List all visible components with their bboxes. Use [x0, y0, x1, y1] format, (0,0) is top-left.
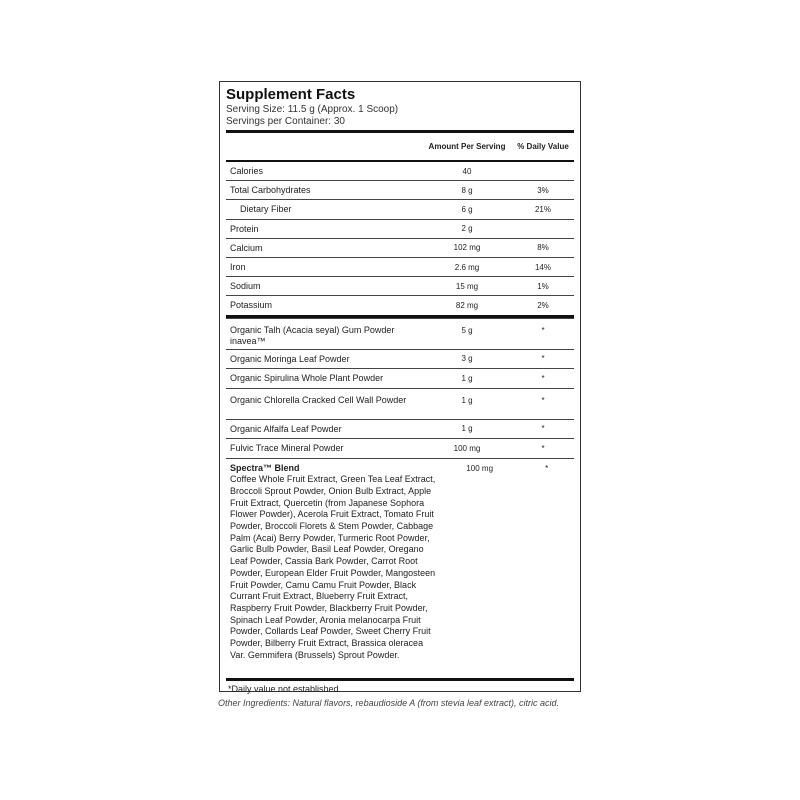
nutrient-row [226, 276, 574, 295]
blend-amount: 100 mg [466, 463, 494, 473]
row-name: Sodium [230, 281, 261, 292]
row-amount: 2 g [461, 224, 473, 234]
footnote: *Daily value not established. [228, 683, 342, 694]
row-daily-value: 1% [537, 281, 549, 291]
ingredient-row [226, 419, 574, 439]
row-daily-value: 2% [537, 300, 549, 310]
supplement-facts-panel [219, 81, 581, 692]
row-daily-value: 21% [534, 204, 551, 214]
row-name: Organic Spirulina Whole Plant Powder [230, 373, 384, 384]
row-name: Protein [230, 223, 259, 234]
row-name: Calories [230, 166, 264, 177]
row-name: Iron [230, 262, 246, 273]
row-name: Organic Chlorella Cracked Cell Wall Powder [230, 394, 407, 405]
row-name: Total Carbohydrates [230, 185, 311, 196]
row-daily-value: * [541, 443, 545, 453]
ingredient-row [226, 368, 574, 388]
blend-dv: * [545, 463, 549, 473]
ingredient-row [226, 349, 574, 369]
row-amount: 100 mg [453, 443, 481, 453]
row-name: Dietary Fiber [240, 204, 292, 215]
table-header [226, 133, 574, 160]
row-daily-value: 8% [537, 243, 549, 253]
row-amount: 1 g [461, 395, 473, 405]
nutrient-row [226, 257, 574, 276]
row-amount: 1 g [461, 373, 473, 383]
blend-row [226, 458, 574, 678]
row-amount: 2.6 mg [454, 262, 480, 272]
row-daily-value: * [541, 395, 545, 405]
row-amount: 40 [462, 166, 472, 176]
row-name: Organic Moringa Leaf Powder [230, 353, 350, 364]
row-amount: 3 g [461, 354, 473, 364]
blend-text [226, 459, 440, 662]
row-amount: 6 g [461, 204, 473, 214]
row-amount: 5 g [461, 325, 473, 335]
row-amount: 1 g [461, 424, 473, 434]
row-daily-value: 3% [537, 185, 549, 195]
ingredient-row [226, 318, 574, 349]
row-name: Potassium [230, 300, 273, 311]
nutrient-list [226, 162, 574, 315]
nutrient-row [226, 199, 574, 218]
row-amount: 82 mg [455, 300, 479, 310]
blend-title: Spectra™ Blend [230, 462, 300, 473]
nutrient-row [226, 219, 574, 238]
nutrient-row [226, 162, 574, 180]
row-name: Fulvic Trace Mineral Powder [230, 443, 344, 454]
row-name: Calcium [230, 242, 263, 253]
row-amount: 15 mg [455, 281, 479, 291]
row-amount: 8 g [461, 185, 473, 195]
serving-size: Serving Size: 11.5 g (Approx. 1 Scoop) [226, 104, 399, 115]
other-ingredients: Other Ingredients: Natural flavors, rebaudioside A (from stevia leaf extract), citric acid. [218, 698, 559, 708]
blend-contents: Coffee Whole Fruit Extract, Green Tea Leaf Extract, Broccoli Sprout Powder, Onion Bulb Extract, Apple Fruit Extract, Quercetin (from Japanese Sophora Flower Powder), Acerola Fruit Extract, Tomato Fruit Powder, Broccoli Florets & Stem Powder, Cabbage Palm (Acai) Berry Powder, Turmeric Root Powder, Garlic Bulb Powder, Basil Leaf Powder, Oregano Leaf Powder, Cassia Bark Powder, Carrot Root Powder, European Elder Fruit Powder, Mangosteen Fruit Powder, Camu Camu Fruit Powder, Black Currant Fruit Extract, Blueberry Fruit Extract, Raspberry Fruit Powder, Blackberry Fruit Powder, Spinach Leaf Powder, Aronia melanocarpa Fruit Powder, Collards Leaf Powder, Sweet Cherry Fruit Powder, Bilberry Fruit Extract, Brassica oleracea Var. Gemmifera (Brussels) Sprout Powder. [230, 474, 436, 660]
nutrient-row [226, 295, 574, 314]
row-daily-value: 14% [534, 262, 551, 272]
row-amount: 102 mg [453, 243, 481, 253]
nutrient-row [226, 180, 574, 199]
header-daily-value: % Daily Value [517, 141, 569, 151]
row-daily-value: * [541, 373, 545, 383]
ingredient-list [226, 318, 574, 458]
nutrient-row [226, 238, 574, 257]
row-daily-value: * [541, 424, 545, 434]
header-amount: Amount Per Serving [428, 141, 506, 151]
panel-title: Supplement Facts [226, 86, 356, 103]
row-daily-value: * [541, 325, 545, 335]
servings-per-container: Servings per Container: 30 [226, 116, 345, 127]
ingredient-row [226, 438, 574, 458]
row-name: Organic Alfalfa Leaf Powder [230, 423, 342, 434]
ingredient-row [226, 388, 574, 419]
row-daily-value: * [541, 354, 545, 364]
row-name: Organic Talh (Acacia seyal) Gum Powder inavea™ [230, 324, 395, 346]
